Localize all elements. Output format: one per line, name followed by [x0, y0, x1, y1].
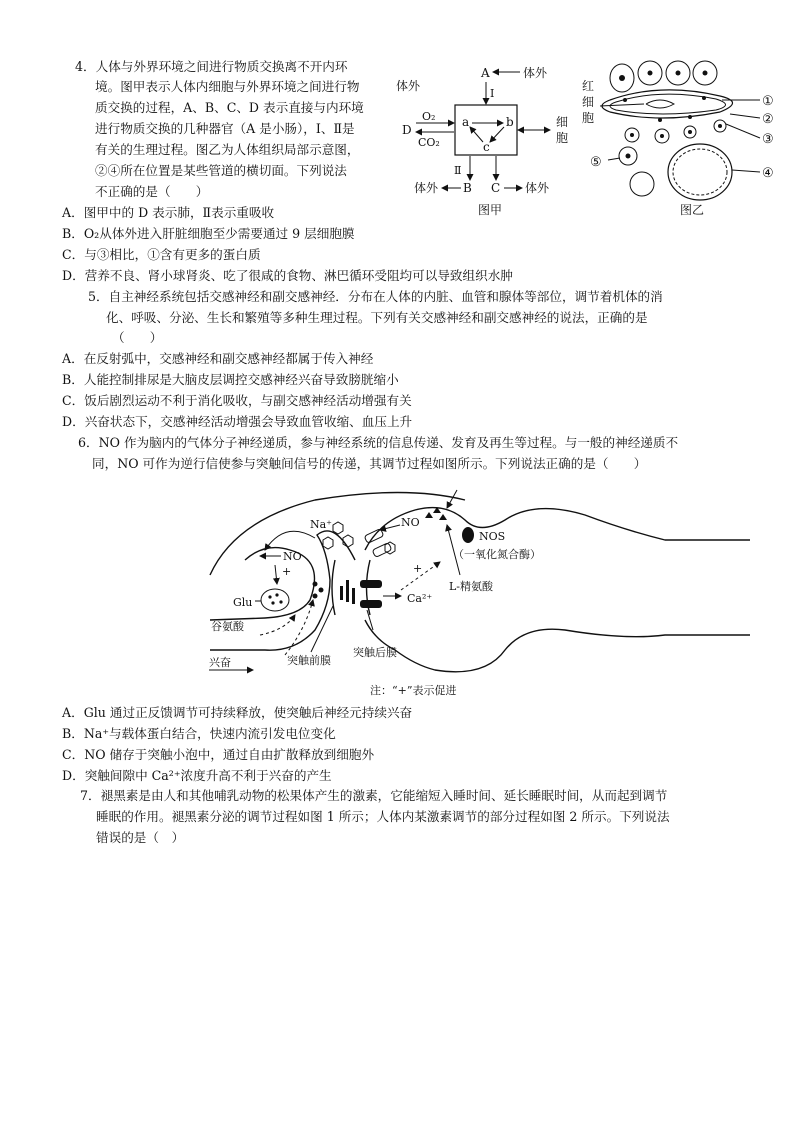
- figure-synapse: [205, 480, 755, 705]
- q4-stem-line: 质交换的过程，A、B、C、D 表示直接与内环境: [95, 100, 364, 115]
- q7-stem-line: 7．褪黑素是由人和其他哺乳动物的松果体产生的激素，它能缩短入睡时间、延长睡眠时间，从而起到调节: [80, 788, 668, 803]
- figure-note: 注：“+”表示促进: [370, 684, 457, 697]
- option-d: D．突触间隙中 Ca²⁺浓度升高不利于兴奋的产生: [62, 768, 332, 783]
- label-xi: 细: [582, 95, 595, 109]
- label-tiwai: 体外: [414, 181, 439, 195]
- q5-stem-line: 化、呼吸、分泌、生长和繁殖等多种生理过程。下列有关交感神经和副交感神经的说法，正确的是: [106, 310, 648, 325]
- option-b: B．Na⁺与载体蛋白结合，快速内流引发电位变化: [62, 726, 336, 741]
- label-plus2: +: [413, 562, 423, 575]
- label-b: b: [506, 115, 514, 129]
- q5-stem-line: （ ）: [112, 330, 163, 345]
- label-A: A: [481, 66, 490, 80]
- q6-stem-line: 6．NO 作为脑内的气体分子神经递质，参与神经系统的信息传递、发育及再生等过程。与一般的神经递质不: [78, 435, 679, 450]
- label-nos-full: （一氧化氮合酶）: [453, 548, 541, 561]
- label-hong: 红: [582, 79, 595, 93]
- label-qianmo: 突触前膜: [287, 654, 331, 667]
- option-a: A．图甲中的 D 表示肺，Ⅱ表示重吸收: [62, 205, 275, 220]
- label-B: B: [463, 181, 472, 195]
- option-a: A．在反射弧中，交感神经和副交感神经都属于传入神经: [62, 351, 374, 366]
- label-glu: Glu: [233, 596, 253, 609]
- label-5: ⑤: [590, 155, 602, 170]
- label-D: D: [402, 123, 412, 137]
- label-c: c: [483, 140, 490, 154]
- label-I: I: [490, 87, 495, 100]
- q6-stem-line: 同，NO 可作为逆行信使参与突触间信号的传递，其调节过程如图所示。下列说法正确的是（ ）: [92, 456, 647, 471]
- option-b: B．人能控制排尿是大脑皮层调控交感神经兴奋导致膀胱缩小: [62, 372, 399, 387]
- label-3: ③: [762, 132, 774, 147]
- label-tiwai: 体外: [523, 66, 548, 80]
- label-o2: O₂: [422, 110, 436, 123]
- caption-jia: 图甲: [478, 203, 503, 217]
- label-II: Ⅱ: [454, 164, 462, 177]
- q4-stem-line: 境。图甲表示人体内细胞与外界环境之间进行物: [95, 79, 360, 94]
- option-d: D．兴奋状态下，交感神经活动增强会导致血管收缩、血压上升: [62, 414, 413, 429]
- label-tiwai: 体外: [525, 181, 550, 195]
- option-d: D．营养不良、肾小球肾炎、吃了很咸的食物、淋巴循环受阻均可以导致组织水肿: [62, 268, 513, 283]
- label-gu: 谷氨酸: [211, 620, 244, 633]
- q4-stem-line: 不正确的是（ ）: [95, 184, 209, 199]
- label-na: Na⁺: [310, 518, 332, 531]
- q4-stem-line: 4．人体与外界环境之间进行物质交换离不开内环: [75, 59, 348, 74]
- option-a: A．Glu 通过正反馈调节可持续释放，使突触后神经元持续兴奋: [62, 705, 413, 720]
- option-b: B．O₂从体外进入肝脏细胞至少需要通过 9 层细胞膜: [62, 226, 355, 241]
- label-1: ①: [762, 94, 774, 109]
- option-c: C．与③相比，①含有更多的蛋白质: [62, 247, 261, 262]
- label-no-top: NO: [401, 516, 420, 529]
- label-a: a: [462, 115, 470, 129]
- label-4: ④: [762, 166, 774, 181]
- option-c: C．NO 储存于突触小泡中，通过自由扩散释放到细胞外: [62, 747, 375, 762]
- q4-stem-line: ②④所在位置是某些管道的横切面。下列说法: [95, 163, 347, 178]
- caption-yi: 图乙: [680, 203, 705, 217]
- figure-yi: [580, 60, 780, 220]
- label-plus1: +: [282, 565, 292, 578]
- label-larg: L-精氨酸: [449, 580, 494, 593]
- label-houmo: 突触后膜: [353, 646, 397, 659]
- label-no-left: NO: [283, 550, 302, 563]
- q4-stem-line: 进行物质交换的几种器官（A 是小肠），I、Ⅱ是: [95, 121, 355, 136]
- figure-jia: [390, 60, 600, 220]
- label-tiwai: 体外: [396, 79, 421, 93]
- label-2: ②: [762, 112, 774, 127]
- q7-stem-line: 睡眠的作用。褪黑素分泌的调节过程如图 1 所示；人体内某激素调节的部分过程如图 2 所示。下列说法: [96, 809, 670, 824]
- label-bao: 胞: [556, 131, 569, 145]
- option-c: C．饭后剧烈运动不利于消化吸收，与副交感神经活动增强有关: [62, 393, 412, 408]
- label-bao: 胞: [582, 111, 595, 125]
- label-nos: NOS: [479, 530, 506, 543]
- label-C: C: [491, 181, 501, 195]
- q4-stem-line: 有关的生理过程。图乙为人体组织局部示意图，: [95, 142, 360, 157]
- label-ca: Ca²⁺: [407, 592, 433, 605]
- q7-stem-line: 错误的是（ ）: [96, 830, 185, 845]
- label-co2: CO₂: [418, 136, 440, 149]
- label-xingfen: 兴奋: [209, 656, 231, 669]
- q5-stem-line: 5．自主神经系统包括交感神经和副交感神经．分布在人体的内脏、血管和腺体等部位，调节着机体的消: [88, 289, 663, 304]
- label-xi: 细: [556, 115, 569, 129]
